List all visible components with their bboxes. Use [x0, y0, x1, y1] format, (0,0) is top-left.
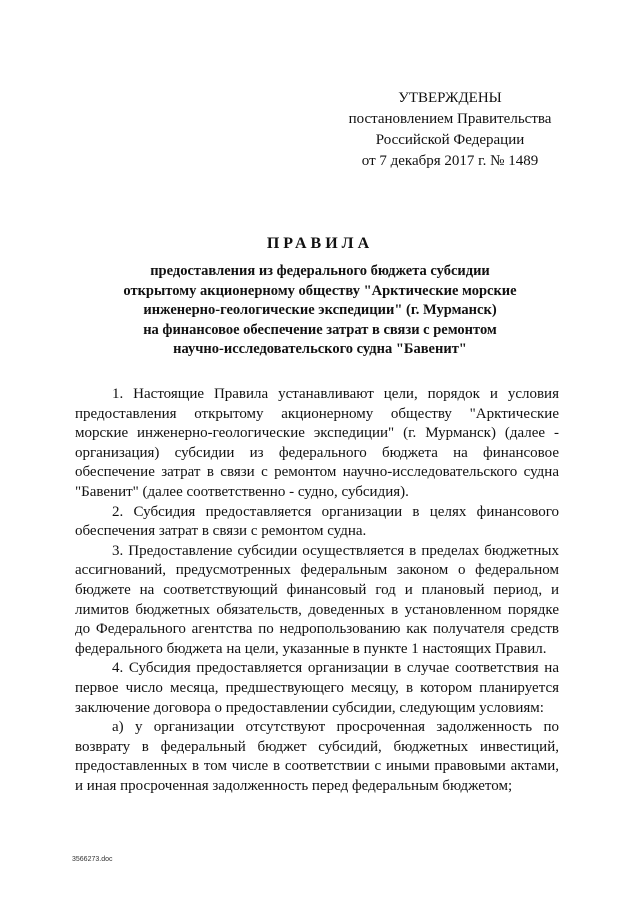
- subtitle-line: предоставления из федерального бюджета субсидии: [150, 263, 490, 279]
- approval-block: [330, 88, 570, 172]
- approval-heading: УТВЕРЖДЕНЫ: [398, 90, 502, 106]
- subtitle-line: инженерно-геологические экспедиции" (г. Мурманск): [143, 302, 497, 318]
- approval-date-number: от 7 декабря 2017 г. № 1489: [361, 153, 539, 169]
- document-title: ПРАВИЛА: [266, 235, 374, 252]
- subtitle-line: научно-исследовательского судна "Бавенит": [173, 341, 467, 357]
- approval-line: постановлением Правительства: [348, 111, 552, 127]
- paragraph-4a: а) у организации отсутствуют просроченная задолженность по возврату в федеральный бюджет субсидий, бюджетных инвестиций, предоставленных в том числе в соответствии с иными правовыми актами, и иная просроченная задолженность перед федеральным бюджетом;: [75, 719, 559, 794]
- document-subtitle: [80, 262, 560, 360]
- approval-line: Российской Федерации: [375, 132, 525, 148]
- paragraph-2: 2. Субсидия предоставляется организации в целях финансового обеспечения затрат в связи с ремонтом судна.: [75, 503, 559, 540]
- file-name-footer: 3566273.doc: [72, 856, 113, 863]
- document-body: [75, 385, 559, 796]
- subtitle-line: на финансовое обеспечение затрат в связи с ремонтом: [143, 321, 497, 338]
- subtitle-line: открытому акционерному обществу "Арктические морские: [123, 282, 517, 299]
- paragraph-4: 4. Субсидия предоставляется организации в случае соответствия на первое число месяца, предшествующего месяцу, в котором планируется заключение договора о предоставлении субсидии, следующим условиям:: [75, 660, 559, 716]
- paragraph-3: 3. Предоставление субсидии осуществляется в пределах бюджетных ассигнований, предусмотренных федеральным законом о федеральном бюджете на соответствующий финансовый год и плановый период, и лимитов бюджетных обязательств, доведенных в установленном порядке до Федерального агентства по недропользованию как получателя средств федерального бюджета на цели, указанные в пункте 1 настоящих Правил.: [75, 542, 559, 657]
- paragraph-1: 1. Настоящие Правила устанавливают цели, порядок и условия предоставления открытому акционерному обществу "Арктические морские инженерно-геологические экспедиции" (г. Мурманск) (далее - организация) субсидии из федерального бюджета на финансовое обеспечение затрат в связи с ремонтом научно-исследовательского судна "Бавенит" (далее соответственно - судно, субсидия).: [75, 386, 559, 500]
